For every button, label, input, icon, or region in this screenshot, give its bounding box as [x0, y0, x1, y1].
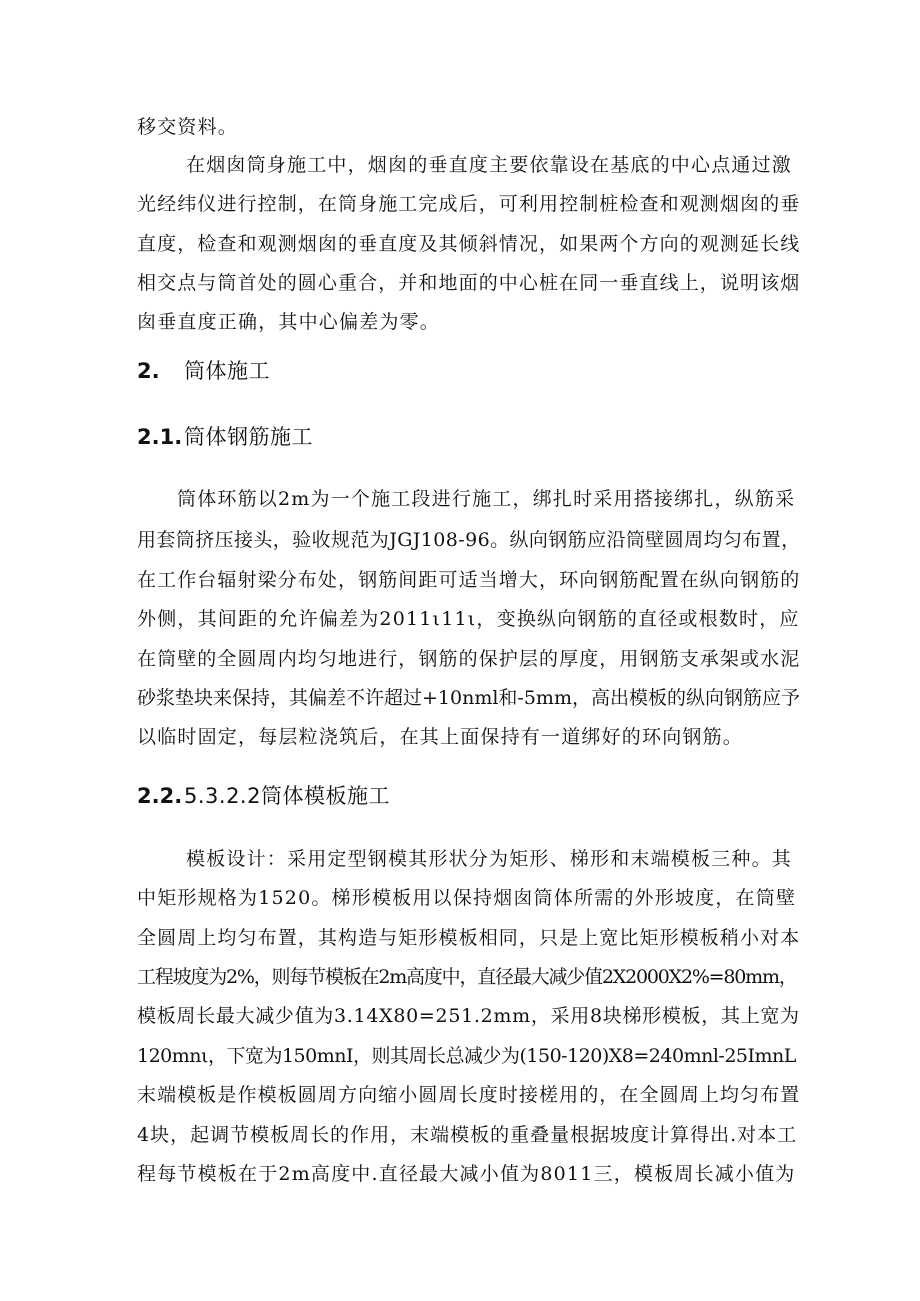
- section-number: 2.1.: [137, 425, 183, 449]
- paragraph-line: 工程坡度为2%，则每节模板在2m高度中，直径最大减少值2X2000X2%=80mm，: [137, 966, 797, 988]
- intro-tail-line: 移交资料。: [137, 116, 239, 138]
- paragraph-line: 4块，起调节模板周长的作用，末端模板的重叠量根据坡度计算得出.对本工: [137, 1124, 798, 1146]
- paragraph-line: 中矩形规格为1520。梯形模板用以保持烟囱筒体所需的外形坡度，在筒壁: [137, 887, 797, 909]
- paragraph-line: 末端模板是作模板圆周方向缩小圆周长度时接槎用的，在全圆周上均匀布置: [137, 1084, 801, 1106]
- paragraph-line: 在筒壁的全圆周内均匀地进行，钢筋的保护层的厚度，用钢筋支承架或水泥: [137, 648, 801, 670]
- paragraph-line: 120mnι，下宽为150mnI，则其周长总减少为(150-120)X8=240mnl-25ImnL: [137, 1045, 796, 1067]
- section-title: 筒体钢筋施工: [184, 425, 313, 449]
- paragraph-line: 在烟囱筒身施工中，烟囱的垂直度主要依靠设在基底的中心点通过激: [186, 154, 793, 176]
- paragraph-line: 用套筒挤压接头，验收规范为JGJ108-96。纵向钢筋应沿筒壁圆周均匀布置，: [137, 529, 801, 551]
- section-title: 筒体施工: [184, 359, 270, 383]
- paragraph-line: 以临时固定，每层粒浇筑后，在其上面保持有一道绑好的环向钢筋。: [137, 726, 744, 748]
- paragraph-line: 光经纬仪进行控制，在筒身施工完成后，可利用控制桩检查和观测烟囱的垂: [137, 193, 801, 215]
- paragraph-line: 直度，检查和观测烟囱的垂直度及其倾斜情况，如果两个方向的观测延长线: [137, 233, 801, 255]
- paragraph-line: 外侧，其间距的允许偏差为2011ι11ι，变换纵向钢筋的直径或根数时，应: [137, 608, 800, 630]
- paragraph-line: 模板周长最大减少值为3.14X80=251.2mm，采用8块梯形模板，其上宽为: [137, 1005, 800, 1027]
- paragraph-line: 在工作台辐射梁分布处，钢筋间距可适当增大，环向钢筋配置在纵向钢筋的: [137, 569, 801, 591]
- section-heading-2-2: [137, 779, 390, 813]
- paragraph-line: 囱垂直度正确，其中心偏差为零。: [137, 311, 441, 333]
- paragraph-line: 砂浆垫块来保持，其偏差不许超过+10nml和-5mm，高出模板的纵向钢筋应予: [137, 687, 800, 709]
- section-number: 2.: [137, 359, 160, 383]
- section-number: 2.2.: [137, 784, 183, 808]
- section-title: 5.3.2.2筒体模板施工: [184, 784, 390, 808]
- paragraph-line: 相交点与筒首处的圆心重合，并和地面的中心桩在同一垂直线上，说明该烟: [137, 272, 801, 294]
- section-heading-2-1: [137, 420, 313, 454]
- paragraph-line: 全圆周上均匀布置，其构造与矩形模板相同，只是上宽比矩形模板稍小对本: [137, 927, 801, 949]
- section-heading-2: [137, 354, 270, 388]
- paragraph-line: 程每节模板在于2m高度中.直径最大减小值为8011三，模板周长减小值为: [137, 1163, 796, 1185]
- paragraph-line: 筒体环筋以2m为一个施工段进行施工，绑扎时采用搭接绑扎，纵筋采: [177, 488, 796, 510]
- paragraph-line: 模板设计：采用定型钢模其形状分为矩形、梯形和末端模板三种。其: [186, 848, 793, 870]
